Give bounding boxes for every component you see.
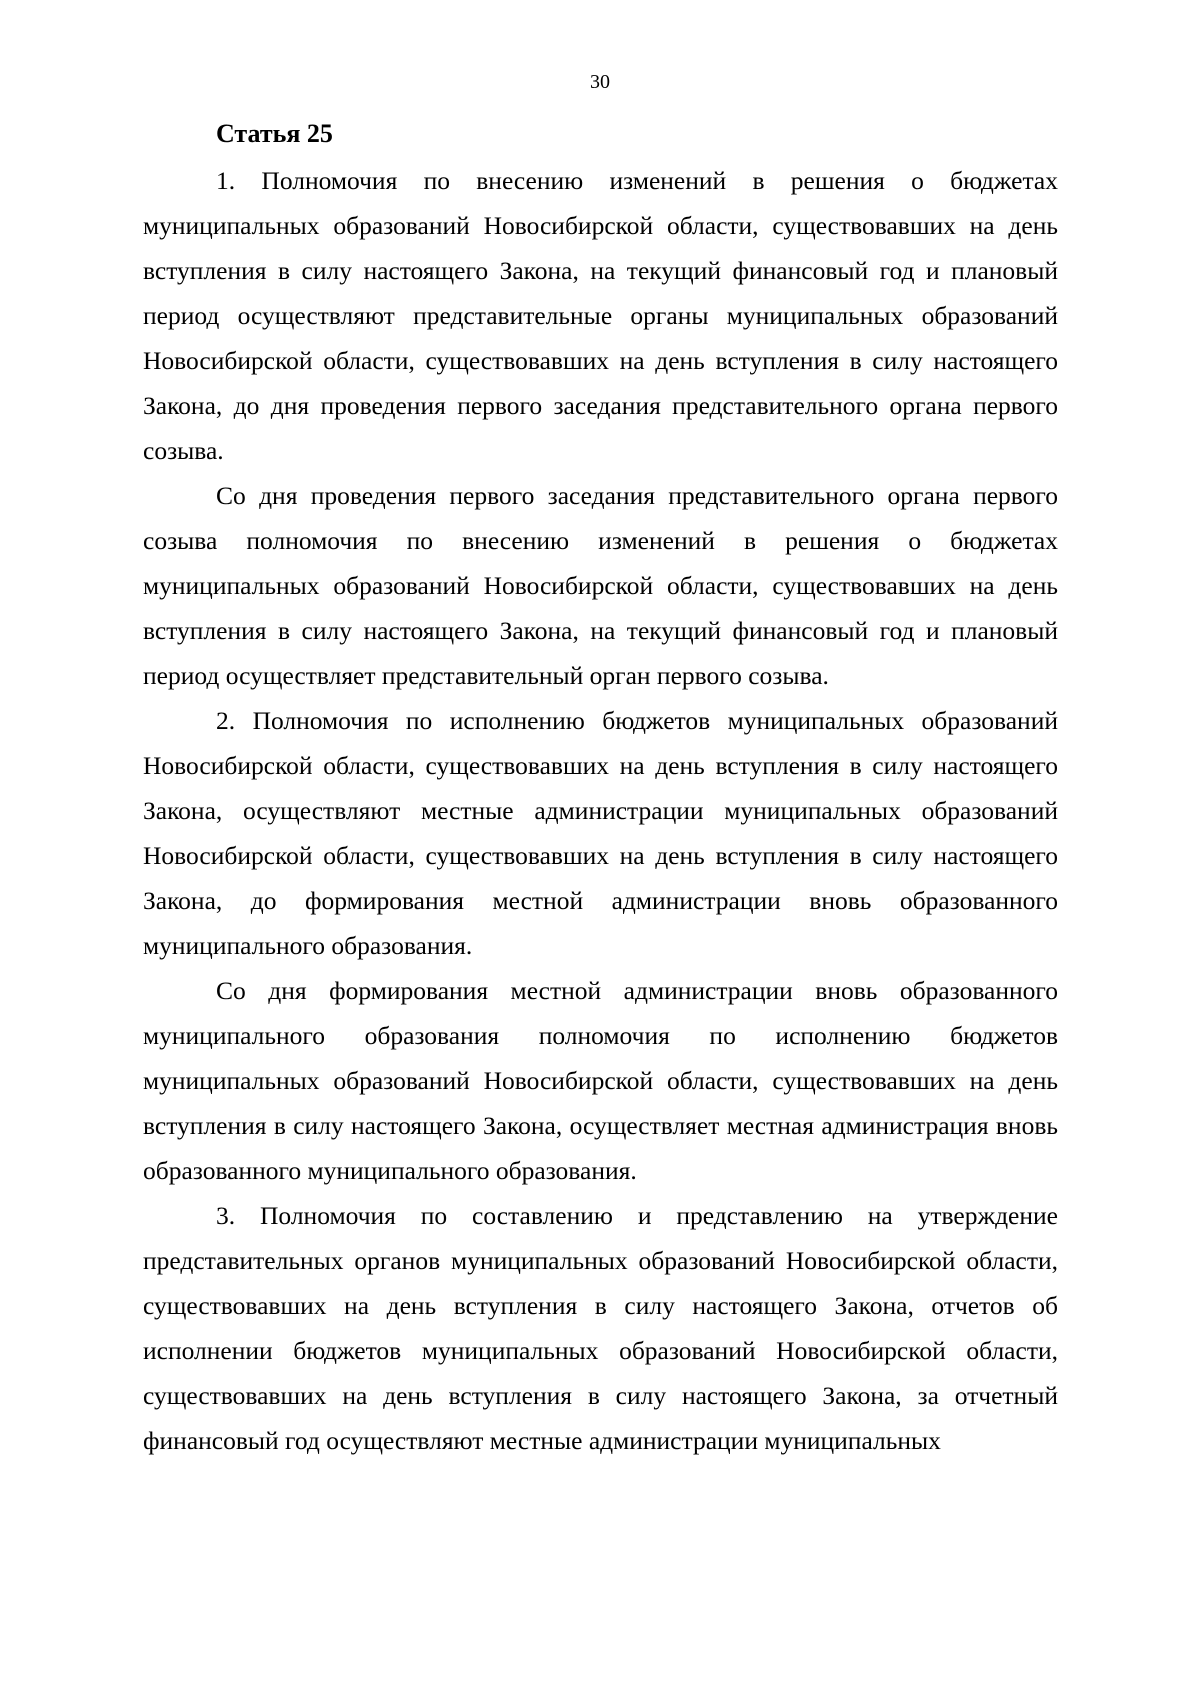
paragraph-4: Со дня формирования местной администрации вновь образованного муниципального образования полномочия по исполнению бюджетов муниципальных образований Новосибирской области, существовавших на день вступления в силу настоящего Закона, осуществляет местная администрация вновь образованного муниципального образования.	[143, 976, 1058, 1185]
page-number: 30	[590, 71, 610, 93]
paragraph-1: 1. Полномочия по внесению изменений в решения о бюджетах муниципальных образований Новосибирской области, существовавших на день вступления в силу настоящего Закона, на текущий финансовый год и плановый период осуществляют представительные органы муниципальных образований Новосибирской области, существовавших на день вступления в силу настоящего Закона, до дня проведения первого заседания представительного органа первого созыва.	[143, 166, 1058, 465]
paragraph-3: 2. Полномочия по исполнению бюджетов муниципальных образований Новосибирской области, существовавших на день вступления в силу настоящего Закона, осуществляют местные администрации муниципальных образований Новосибирской области, существовавших на день вступления в силу настоящего Закона, до формирования местной администрации вновь образованного муниципального образования.	[143, 706, 1058, 960]
paragraph-2: Со дня проведения первого заседания представительного органа первого созыва полномочия по внесению изменений в решения о бюджетах муниципальных образований Новосибирской области, существовавших на день вступления в силу настоящего Закона, на текущий финансовый год и плановый период осуществляет представительный орган первого созыва.	[143, 481, 1058, 690]
article-heading: Статья 25	[216, 119, 333, 148]
paragraph-5: 3. Полномочия по составлению и представлению на утверждение представительных органов муниципальных образований Новосибирской области, существовавших на день вступления в силу настоящего Закона, отчетов об исполнении бюджетов муниципальных образований Новосибирской области, существовавших на день вступления в силу настоящего Закона, за отчетный финансовый год осуществляют местные администрации муниципальных	[143, 1201, 1058, 1455]
document-body	[143, 110, 1058, 1463]
